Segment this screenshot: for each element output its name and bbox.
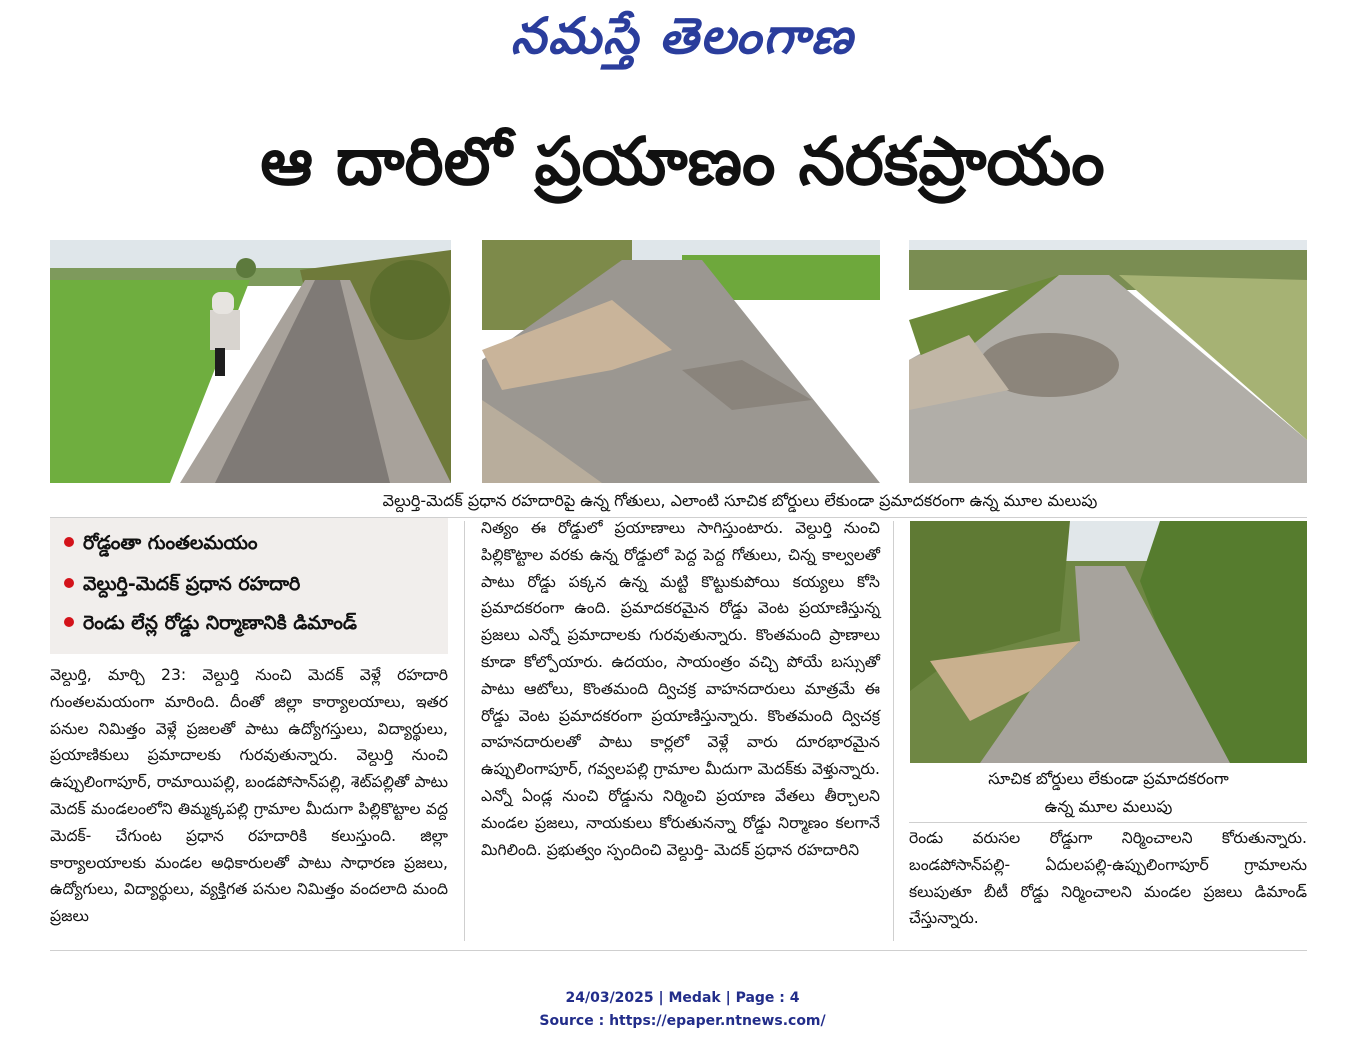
highlight-item	[64, 569, 300, 599]
photo-road-motorcyclist	[50, 240, 451, 483]
headline: ఆ దారిలో ప్రయాణం నరకప్రాయం	[260, 123, 1105, 200]
road-photo-2	[482, 240, 880, 483]
highlight-item	[64, 528, 258, 558]
road-photo-3	[909, 240, 1307, 483]
masthead-logo: నమస్తే తెలంగాణ	[510, 6, 855, 65]
article-column-1: వెల్దుర్తి, మార్చి 23: వెల్దుర్తి నుంచి మెదక్ వెళ్లే రహదారి గుంతలమయంగా మారింది. దీంతో జిల్లా కార్యాలయాలు, ఇతర పనుల నిమిత్తం వెళ్లే ప్రజలతో పాటు ఉద్యోగస్తులు, విద్యార్థులు, ప్రయాణికులు ప్రమాదాలకు గురవుతున్నారు. వెల్దుర్తి నుంచి ఉప్పులింగాపూర్, రామాయిపల్లి, బండపోసాన్‌పల్లి, శెట్‌పల్లితో పాటు మెదక్ మండలంలోని తిమ్మక్కపల్లి గ్రామాల మీదుగా పిల్లికొట్టాల వద్ద మెదక్- చేగుంట ప్రధాన రహదారికి కలుస్తుంది. జిల్లా కార్యాలయాలకు మండల అధికారులతో పాటు సాధారణ ప్రజలు, ఉద్యోగులు, విద్యార్థులు, వ్యక్తిగత పనుల నిమిత్తం వందలాది మంది ప్రజలు	[50, 666, 448, 926]
photo-road-corner-bend	[910, 521, 1307, 763]
caption-side-rule	[909, 822, 1307, 823]
bullet-icon	[64, 617, 74, 627]
bullet-icon	[64, 537, 74, 547]
article-column-2: నిత్యం ఈ రోడ్డులో ప్రయాణాలు సాగిస్తుంటారు. వెల్దుర్తి నుంచి పిల్లికొట్టాల వరకు ఉన్న రోడ్డులో పెద్ద పెద్ద గోతులు, చిన్న కాల్వలతో పాటు రోడ్డు పక్కన ఉన్న మట్టి కొట్టుకుపోయి కయ్యలు కోసి ప్రమాదకరంగా ఉంది. ప్రమాదకరమైన రోడ్డు వెంట ప్రయాణిస్తున్న ప్రజలు ఎన్నో ప్రమాదాలకు గురవుతున్నారు. కొంతమంది ప్రాణాలు కూడా కోల్పోయారు. ఉదయం, సాయంత్రం వచ్చి పోయే బస్సుతో పాటు ఆటోలు, కొంతమంది ద్విచక్ర వాహనదారులు మాత్రమే ఈ రోడ్డు వెంట ప్రమాదకరంగా ప్రయాణిస్తున్నారు. కొంతమంది ద్విచక్ర వాహనదారులతో పాటు కార్లలో వెళ్లే వారు దూరభారమైన ఉప్పులింగాపూర్, గవ్వలపల్లి గ్రామాల మీదుగా మెదక్‌కు వెళ్తున్నారు. ఎన్నో ఏండ్ల నుంచి రోడ్డును నిర్మించి ప్రయాణ వేతలు తీర్చాలని మండల ప్రజలు, నాయకులు కోరుతునన్నా రోడ్డు నిర్మాణం కలగానే మిగిలింది. ప్రభుత్వం స్పందించి వెల్దుర్తి- మెదక్ ప్రధాన రహదారిని	[481, 519, 880, 859]
highlight-item	[64, 608, 357, 638]
highlights-box	[50, 518, 448, 654]
bullet-icon	[64, 578, 74, 588]
bottom-rule	[50, 950, 1307, 951]
column-divider	[893, 521, 894, 941]
road-photo-1	[50, 240, 451, 483]
footer-source: Source : https://epaper.ntnews.com/	[539, 1013, 826, 1029]
photo-road-potholes	[482, 240, 880, 483]
highlight-text: రెండు లేన్ల రోడ్డు నిర్మాణానికి డిమాండ్	[83, 612, 357, 634]
photo-caption-side: సూచిక బోర్డులు లేకుండా ప్రమాదకరంగా ఉన్న మూల మలుపు	[988, 769, 1229, 816]
article-column-3: రెండు వరుసల రోడ్డుగా నిర్మించాలని కోరుతున్నారు. బండపోసాన్‌పల్లి- ఏదులపల్లి-ఉప్పులింగాపూర్ గ్రామాలను కలుపుతూ బీటీ రోడ్డు నిర్మించాలని మండల ప్రజలు డిమాండ్ చేస్తున్నారు.	[909, 829, 1307, 928]
highlight-text: రోడ్డంతా గుంతలమయం	[83, 532, 258, 554]
footer-date-page: 24/03/2025 | Medak | Page : 4	[565, 990, 800, 1006]
photo-caption-main: వెల్దుర్తి-మెదక్ ప్రధాన రహదారిపై ఉన్న గోతులు, ఎలాంటి సూచిక బోర్డులు లేకుండా ప్రమాదకరంగా ఉన్న మూల మలుపు	[382, 491, 1098, 510]
road-photo-4	[910, 521, 1307, 763]
highlight-text: వెల్దుర్తి-మెదక్ ప్రధాన రహదారి	[83, 573, 301, 595]
photo-road-large-pothole	[909, 240, 1307, 483]
column-divider	[464, 521, 465, 941]
